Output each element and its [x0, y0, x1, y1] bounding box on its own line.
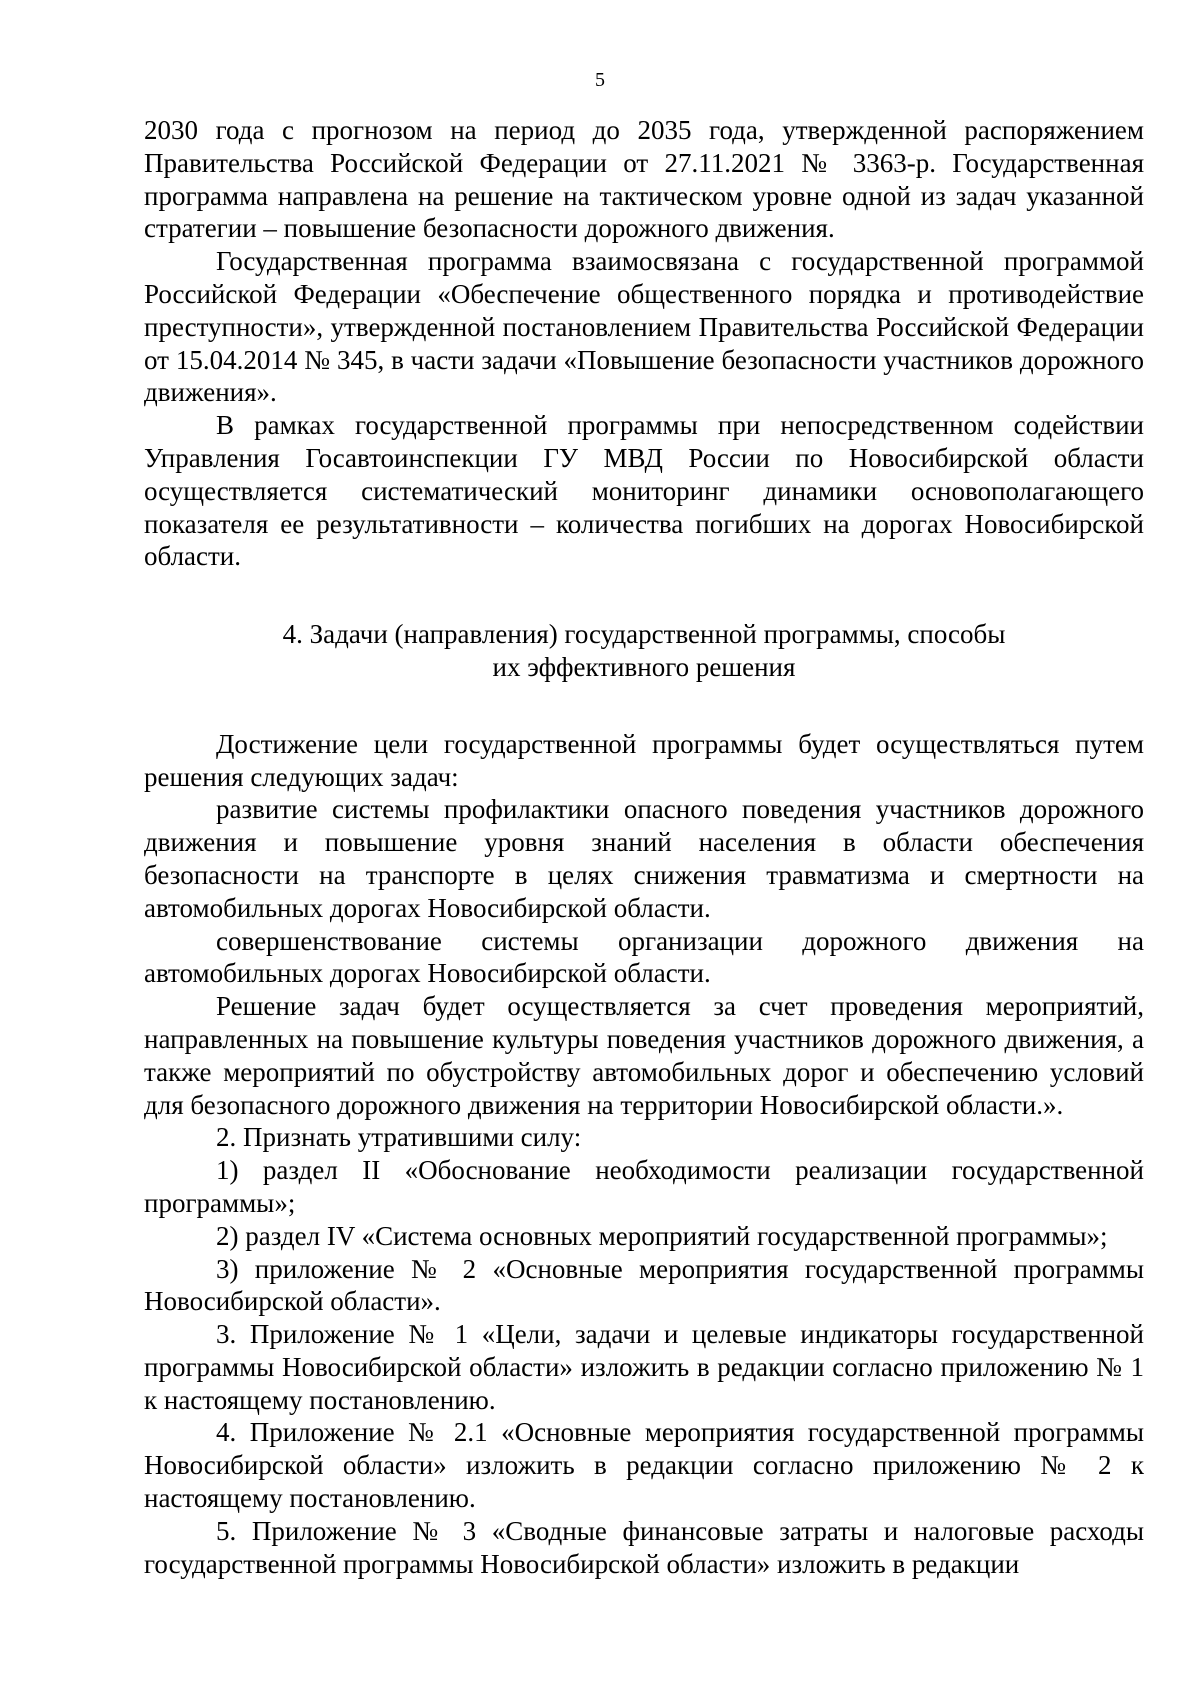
subclause: 2) раздел IV «Система основных мероприятий государственной программы»; — [216, 1220, 1108, 1251]
list-item-task: совершенствование системы организации дорожного движения на автомобильных дорогах Новосибирской области. — [144, 925, 1144, 989]
section-heading-line: 4. Задачи (направления) государственной программы, способы — [282, 619, 1006, 650]
section-heading — [144, 618, 1144, 684]
clause: 5. Приложение № 3 «Сводные финансовые затраты и налоговые расходы государственной программы Новосибирской области» изложить в редакции — [144, 1515, 1144, 1579]
paragraph: Достижение цели государственной программы будет осуществляться путем решения следующих задач: — [144, 728, 1144, 792]
clause: 3. Приложение № 1 «Цели, задачи и целевые индикаторы государственной программы Новосибирской области» изложить в редакции согласно приложению № 1 к настоящему постановлению. — [144, 1319, 1144, 1415]
paragraph: В рамках государственной программы при непосредственном содействии Управления Госавтоинспекции ГУ МВД России по Новосибирской области осуществляется систематический мониторинг динамики основополагающего показателя ее результативности – количества погибших на дорогах Новосибирской области. — [144, 410, 1144, 572]
list-item-task: развитие системы профилактики опасного поведения участников дорожного движения и повышение уровня знаний населения в области обеспечения безопасности на транспорте в целях снижения травматизма и смертности на автомобильных дорогах Новосибирской области. — [144, 794, 1144, 923]
document-body — [144, 114, 1144, 1580]
section-heading-line: их эффективного решения — [492, 651, 796, 682]
clause: 2. Признать утратившими силу: — [216, 1122, 582, 1153]
page-number: 5 — [595, 69, 605, 91]
subclause: 1) раздел II «Обоснование необходимости реализации государственной программы»; — [144, 1155, 1144, 1218]
paragraph-continuation: 2030 года с прогнозом на период до 2035 года, утвержденной распоряжением Правительства Российской Федерации от 27.11.2021 № 3363-р. Государственная программа направлена на решение на тактическом уровне одной из задач указанной стратегии – повышение безопасности дорожного движения. — [144, 115, 1144, 244]
paragraph: Решение задач будет осуществляется за счет проведения мероприятий, направленных на повышение культуры поведения участников дорожного движения, а также мероприятий по обустройству автомобильных дорог и обеспечению условий для безопасного дорожного движения на территории Новосибирской области.». — [144, 991, 1144, 1120]
paragraph: Государственная программа взаимосвязана с государственной программой Российской Федерации «Обеспечение общественного порядка и противодействие преступности», утвержденной постановлением Правительства Российской Федерации от 15.04.2014 № 345, в части задачи «Повышение безопасности участников дорожного движения». — [144, 246, 1144, 408]
subclause: 3) приложение № 2 «Основные мероприятия государственной программы Новосибирской области». — [144, 1253, 1144, 1317]
clause: 4. Приложение № 2.1 «Основные мероприятия государственной программы Новосибирской области» изложить в редакции согласно приложению № 2 к настоящему постановлению. — [144, 1417, 1144, 1514]
